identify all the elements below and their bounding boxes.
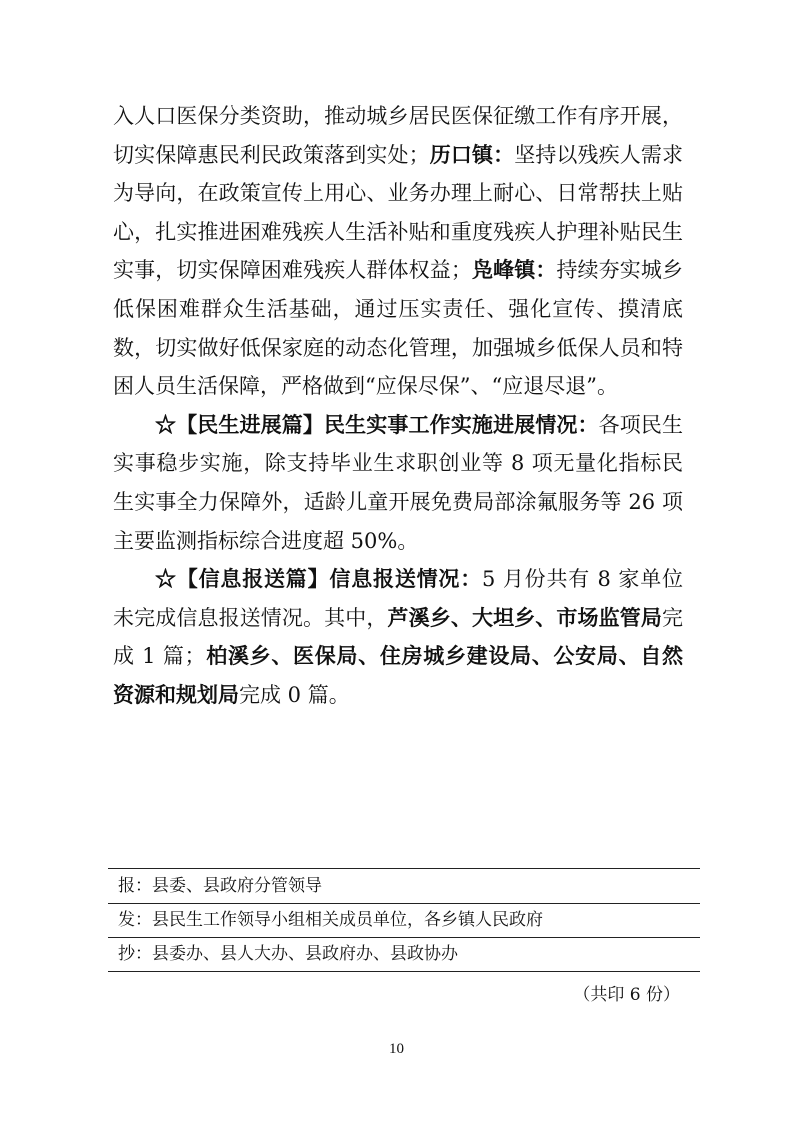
paragraph-livelihood-progress [113,406,683,560]
text-segment: 坚持以残疾人需求为导向，在政策宣传上用心、业务办理上耐心、日常帮扶上贴心，扎实推进困难残疾人生活补贴和重度残疾人护理补贴民生实事，切实保障困难残疾人群体权益； [113,142,684,283]
township-name-likou: 历口镇： [429,141,515,167]
units-one-report: 芦溪乡、大坦乡、市场监管局 [387,604,662,630]
distribution-send: 发：县民生工作领导小组相关成员单位，各乡镇人民政府 [118,910,543,930]
divider-line [108,868,700,869]
print-copies: （共印 6 份） [573,985,680,1005]
text-segment: 持续夯实城乡低保困难群众生活基础，通过压实责任、强化宣传、摸清底数，切实做好低保家庭的动态化管理，加强城乡低保人员和特困人员生活保障，严格做到“应保尽保”、“应退尽退”。 [113,258,684,399]
township-name-fufeng: 凫峰镇： [471,257,557,283]
paragraph-info-reporting [113,560,683,714]
text-segment: 各项民生实事稳步实施，除支持毕业生求职创业等 8 项无量化指标民生实事全力保障外，适龄儿童开展免费局部涂氟服务等 26 项主要监测指标综合进度超 50%。 [113,412,683,553]
text-segment: 完成 0 篇。 [239,682,350,707]
paragraph-livelihood-cases [113,97,683,406]
section-heading-reporting: ☆【信息报送篇】信息报送情况： [155,566,483,592]
divider-line [108,971,700,972]
text-segment: 完成 1 篇； [113,605,683,669]
document-body [113,97,683,715]
divider-line [108,903,700,904]
divider-line [108,937,700,938]
section-heading-progress: ☆【民生进展篇】民生实事工作实施进展情况： [155,411,599,437]
text-segment: 入人口医保分类资助，推动城乡居民医保征缴工作有序开展，切实保障惠民利民政策落到实处； [113,104,683,167]
text-segment: 5 月份共有 8 家单位未完成信息报送情况。其中， [113,567,683,630]
page-number: 10 [389,1041,404,1057]
distribution-report: 报：县委、县政府分管领导 [118,876,322,896]
units-zero-report: 柏溪乡、医保局、住房城乡建设局、公安局、自然资源和规划局 [113,643,683,707]
distribution-copy: 抄：县委办、县人大办、县政府办、县政协办 [118,944,458,964]
